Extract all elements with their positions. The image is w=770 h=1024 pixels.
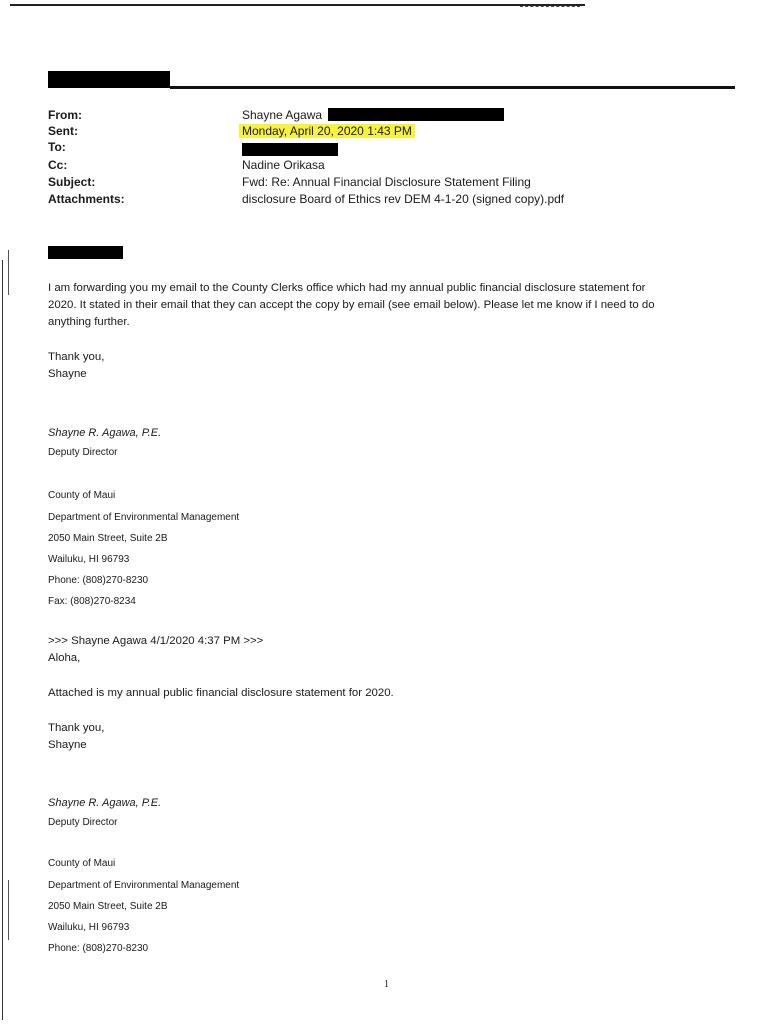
- body-thanks: Thank you,: [48, 351, 105, 363]
- signature-street: 2050 Main Street, Suite 2B: [48, 901, 168, 912]
- recipient-name-redaction: [48, 71, 170, 88]
- body-line-3: anything further.: [48, 316, 130, 328]
- header-rule: [170, 86, 735, 89]
- scan-edge-dash: [520, 6, 580, 7]
- signature-name: Shayne R. Agawa, P.E.: [48, 427, 162, 439]
- signature-dept: Department of Environmental Management: [48, 512, 240, 523]
- signature-dept: Department of Environmental Management: [48, 880, 240, 891]
- to-redaction: [242, 143, 338, 156]
- from-name: Shayne Agawa: [242, 108, 323, 122]
- to-value: [242, 143, 338, 159]
- signature-phone: Phone: (808)270-8230: [48, 943, 149, 954]
- greeting-redaction: [48, 246, 123, 259]
- sent-date-highlight: Monday, April 20, 2020 1:43 PM: [239, 124, 415, 138]
- signature-title: Deputy Director: [48, 817, 118, 828]
- scan-edge-mark: [8, 250, 9, 295]
- to-label: To:: [48, 140, 66, 154]
- from-email-redaction: [328, 108, 504, 121]
- forwarded-signoff: Shayne: [48, 739, 87, 751]
- signature-fax: Fax: (808)270-8234: [48, 596, 136, 607]
- sent-value: [242, 124, 415, 138]
- scan-edge-mark: [8, 880, 9, 940]
- body-signoff: Shayne: [48, 368, 87, 380]
- signature-phone: Phone: (808)270-8230: [48, 575, 149, 586]
- forwarded-body: Attached is my annual public financial disclosure statement for 2020.: [48, 687, 394, 699]
- forwarded-header: >>> Shayne Agawa 4/1/2020 4:37 PM >>>: [48, 635, 264, 647]
- signature-street: 2050 Main Street, Suite 2B: [48, 533, 168, 544]
- forwarded-thanks: Thank you,: [48, 722, 105, 734]
- from-value: [242, 108, 504, 122]
- from-label: From:: [48, 108, 82, 122]
- signature-city: Wailuku, HI 96793: [48, 554, 130, 565]
- body-line-1: I am forwarding you my email to the County Clerks office which had my annual public financial disclosure statement for: [48, 282, 646, 294]
- sent-label: Sent:: [48, 124, 78, 138]
- scan-edge-left: [2, 260, 3, 1020]
- page-number: 1: [384, 979, 389, 990]
- signature-name: Shayne R. Agawa, P.E.: [48, 797, 162, 809]
- body-line-2: 2020. It stated in their email that they can accept the copy by email (see email below). Please let me know if I need to do: [48, 299, 655, 311]
- signature-city: Wailuku, HI 96793: [48, 922, 130, 933]
- subject-label: Subject:: [48, 175, 96, 189]
- signature-org: County of Maui: [48, 490, 116, 501]
- attachments-label: Attachments:: [48, 192, 125, 206]
- scan-edge-top: [10, 4, 585, 6]
- signature-org: County of Maui: [48, 858, 116, 869]
- forwarded-greeting: Aloha,: [48, 652, 81, 664]
- cc-value: Nadine Orikasa: [242, 158, 325, 172]
- subject-value: Fwd: Re: Annual Financial Disclosure Statement Filing: [242, 175, 531, 189]
- cc-label: Cc:: [48, 158, 68, 172]
- signature-title: Deputy Director: [48, 447, 118, 458]
- attachment-link[interactable]: disclosure Board of Ethics rev DEM 4-1-20 (signed copy).pdf: [242, 192, 565, 206]
